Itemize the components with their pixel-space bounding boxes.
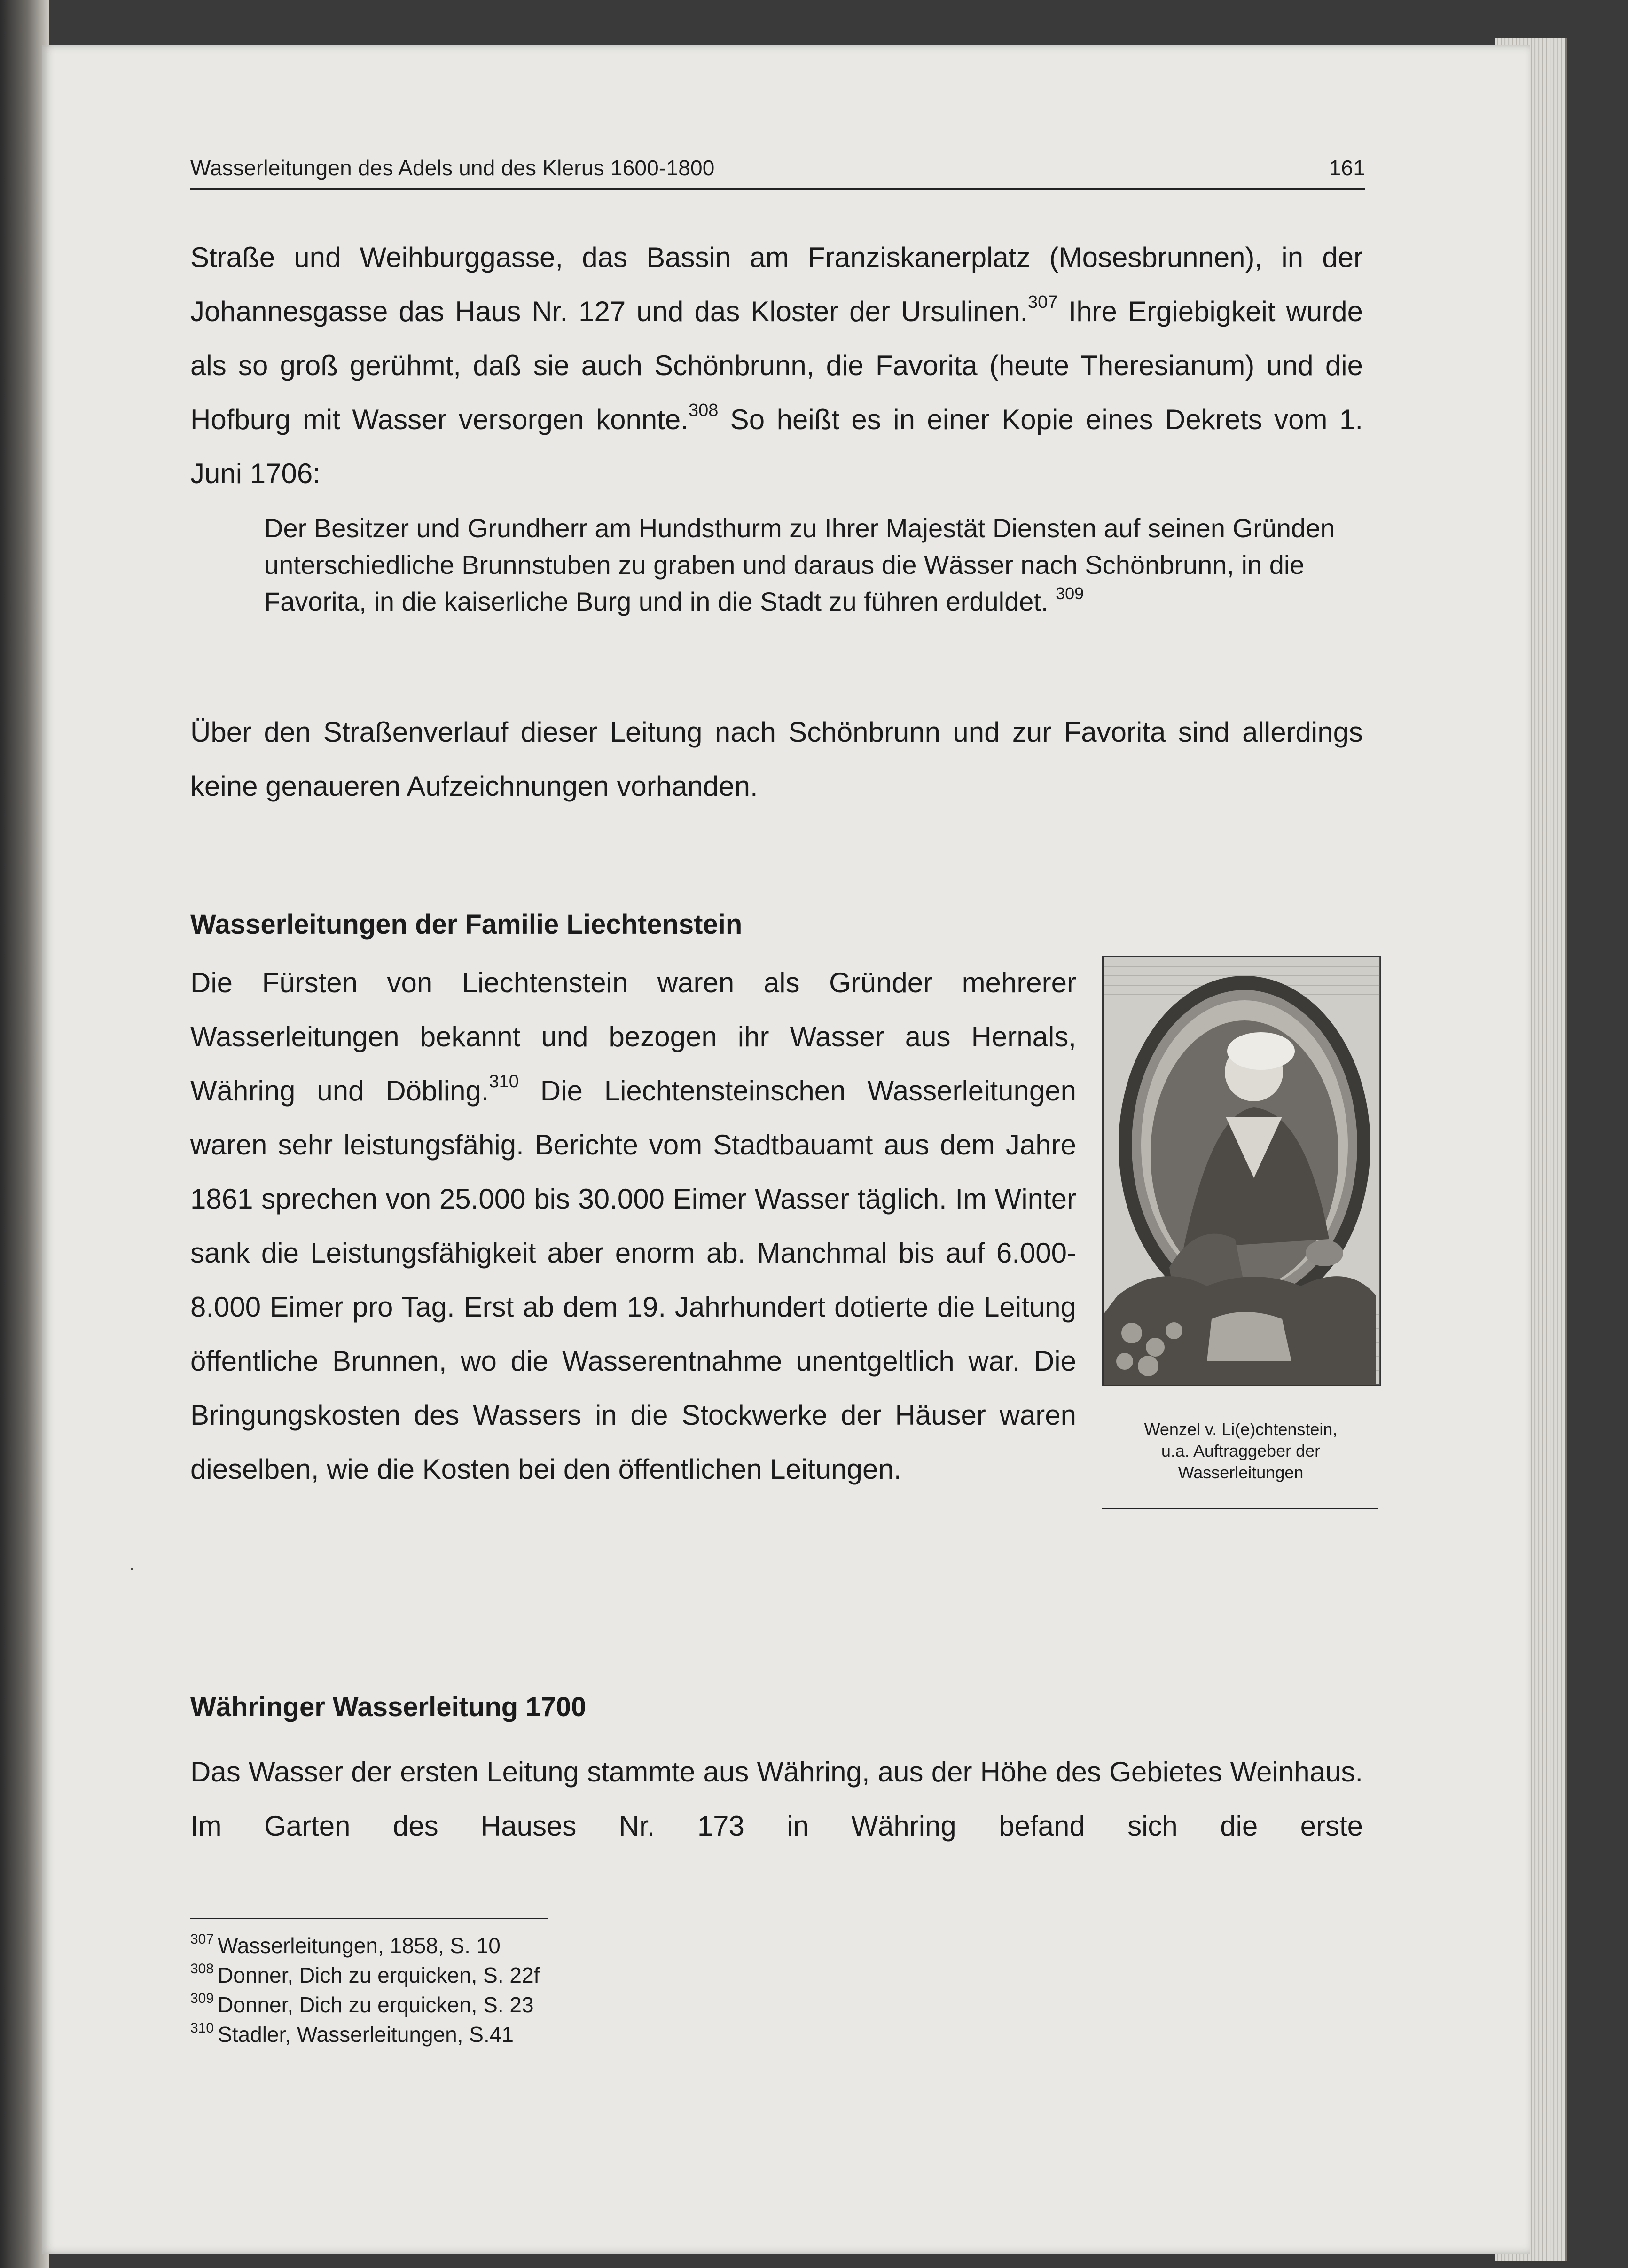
paragraph-liechtenstein <box>190 956 1076 1496</box>
footnote-text: Donner, Dich zu erquicken, S. 22f <box>218 1963 540 1987</box>
paragraph-text: Das Wasser der ersten Leitung stammte aus Währing, aus der Höhe des Gebietes Weinhaus. Im Garten des Hauses Nr. 173 in Währing befand sich die erste <box>190 1756 1363 1842</box>
caption-divider <box>1102 1508 1378 1509</box>
footnote-number: 308 <box>190 1961 214 1977</box>
footnotes <box>190 1931 942 2049</box>
footnote-number: 310 <box>190 2020 214 2036</box>
paragraph-text: Über den Straßenverlauf dieser Leitung nach Schönbrunn und zur Favorita sind allerdings keine genaueren Aufzeichnungen vorhanden. <box>190 716 1363 802</box>
footnote <box>190 2020 942 2049</box>
running-header <box>190 155 1365 190</box>
paragraph-text: Die Fürsten von Liechtenstein waren als Gründer mehrerer Wasserleitungen bekannt und bezogen ihr Wasser aus Hernals, Währing und Döbling. <box>190 967 1076 1107</box>
footnote-divider <box>190 1918 548 1919</box>
block-quote <box>264 510 1364 620</box>
stray-mark <box>131 1568 133 1570</box>
paragraph-text: So heißt es in einer Kopie eines Dekrets vom 1. Juni 1706: <box>190 404 1363 489</box>
paragraph-text: Straße und Weihburggasse, das Bassin am Franziskanerplatz (Mosesbrunnen), in der Johannesgasse das Haus Nr. 127 und das Kloster der Ursulinen. <box>190 242 1363 327</box>
footnote-ref[interactable]: 309 <box>1056 584 1084 603</box>
footnote <box>190 1961 942 1990</box>
paragraph-waehring <box>190 1745 1363 1853</box>
footnote <box>190 1931 942 1961</box>
footnote-text: Donner, Dich zu erquicken, S. 23 <box>218 1993 534 2017</box>
paragraph-intro <box>190 230 1363 501</box>
caption-line: Wenzel v. Li(e)chtenstein, <box>1144 1420 1338 1439</box>
footnote-ref[interactable]: 310 <box>489 1072 519 1091</box>
portrait-engraving-icon <box>1104 957 1380 1385</box>
paragraph-text: Ihre Ergiebigkeit wurde als so groß gerühmt, daß sie auch Schönbrunn, die Favorita (heute Theresianum) und die Hofburg mit Wasser versorgen konnte. <box>190 296 1363 435</box>
quote-text: Der Besitzer und Grundherr am Hundsthurm zu Ihrer Majestät Diensten auf seinen Gründen unterschiedliche Brunnstuben zu graben und daraus die Wässer nach Schönbrunn, in die Favorita, in die kaiserliche Burg und in die Stadt zu führen erduldet. <box>264 513 1335 616</box>
figure-caption <box>1095 1419 1386 1483</box>
header-title: Wasserleitungen des Adels und des Klerus 1600-1800 <box>190 156 715 180</box>
footnote-number: 309 <box>190 1991 214 2006</box>
footnote-ref[interactable]: 308 <box>688 400 719 420</box>
section-heading-waehring: Währinger Wasserleitung 1700 <box>190 1692 587 1722</box>
paragraph-text: Die Liechtensteinschen Wasserleitungen waren sehr leistungsfähig. Berichte vom Stadtbauamt aus dem Jahre 1861 sprechen von 25.000 bis 30.000 Eimer Wasser täglich. Im Winter sank die Leistungsfähigkeit aber enorm ab. Manchmal bis auf 6.000-8.000 Eimer pro Tag. Erst ab dem 19. Jahrhundert dotierte die Leitung öffentliche Brunnen, wo die Wasserentnahme unentgeltlich war. Die Bringungskosten des Wassers in die Stockwerke der Häuser waren dieselben, wie die Kosten bei den öffentlichen Leitungen. <box>190 1075 1076 1485</box>
caption-line: u.a. Auftraggeber der <box>1161 1441 1321 1460</box>
caption-line: Wasserleitungen <box>1178 1463 1304 1482</box>
paragraph-route <box>190 705 1363 813</box>
page-number: 161 <box>1329 156 1365 180</box>
footnote <box>190 1990 942 2020</box>
footnote-text: Wasserleitungen, 1858, S. 10 <box>218 1933 501 1958</box>
section-heading-liechtenstein: Wasserleitungen der Familie Liechtenstein <box>190 909 743 940</box>
background-right <box>1565 28 1628 2268</box>
footnote-ref[interactable]: 307 <box>1028 292 1058 312</box>
footnote-number: 307 <box>190 1931 214 1947</box>
footnote-text: Stadler, Wasserleitungen, S.41 <box>218 2022 514 2047</box>
portrait-figure <box>1102 956 1381 1386</box>
